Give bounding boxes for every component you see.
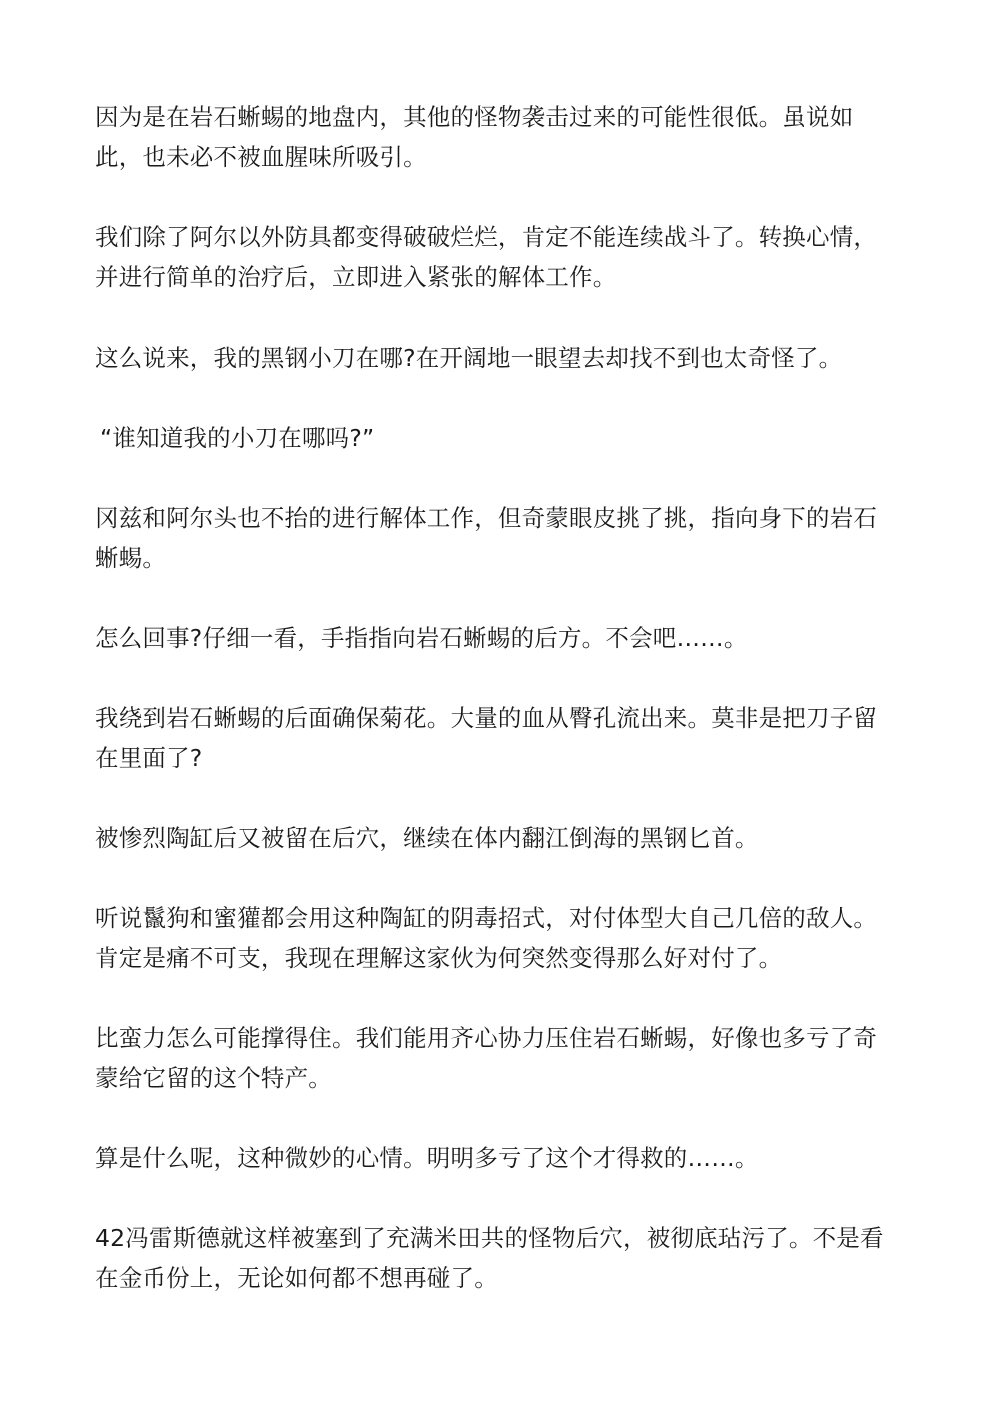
dialogue-line: “谁知道我的小刀在哪吗?” [100, 424, 375, 452]
paragraph: 我绕到岩石蜥蜴的后面确保菊花。大量的血从臀孔流出来。莫非是把刀子留在里面了? [95, 704, 878, 772]
paragraph: 这么说来，我的黑钢小刀在哪?在开阔地一眼望去却找不到也太奇怪了。 [95, 344, 843, 372]
paragraph: 我们除了阿尔以外防具都变得破破烂烂，肯定不能连续战斗了。转换心情，并进行简单的治疗后，立即进入紧张的解体工作。 [95, 223, 878, 291]
paragraph: 听说鬣狗和蜜獾都会用这种陶缸的阴毒招式，对付体型大自己几倍的敌人。肯定是痛不可支，我现在理解这家伙为何突然变得那么好对付了。 [95, 904, 878, 972]
paragraph: 怎么回事?仔细一看，手指指向岩石蜥蜴的后方。不会吧……。 [95, 624, 748, 652]
paragraph: 算是什么呢，这种微妙的心情。明明多亏了这个才得救的……。 [95, 1144, 759, 1172]
paragraph: 因为是在岩石蜥蜴的地盘内，其他的怪物袭击过来的可能性很低。虽说如此，也未必不被血腥味所吸引。 [95, 103, 854, 171]
paragraph: 比蛮力怎么可能撑得住。我们能用齐心协力压住岩石蜥蜴，好像也多亏了奇蒙给它留的这个特产。 [95, 1024, 878, 1092]
paragraph: 冈兹和阿尔头也不抬的进行解体工作，但奇蒙眼皮挑了挑，指向身下的岩石蜥蜴。 [95, 504, 878, 572]
paragraph: 42冯雷斯德就这样被塞到了充满米田共的怪物后穴，被彻底玷污了。不是看在金币份上，无论如何都不想再碰了。 [95, 1224, 884, 1292]
paragraph: 被惨烈陶缸后又被留在后穴，继续在体内翻江倒海的黑钢匕首。 [95, 824, 759, 852]
